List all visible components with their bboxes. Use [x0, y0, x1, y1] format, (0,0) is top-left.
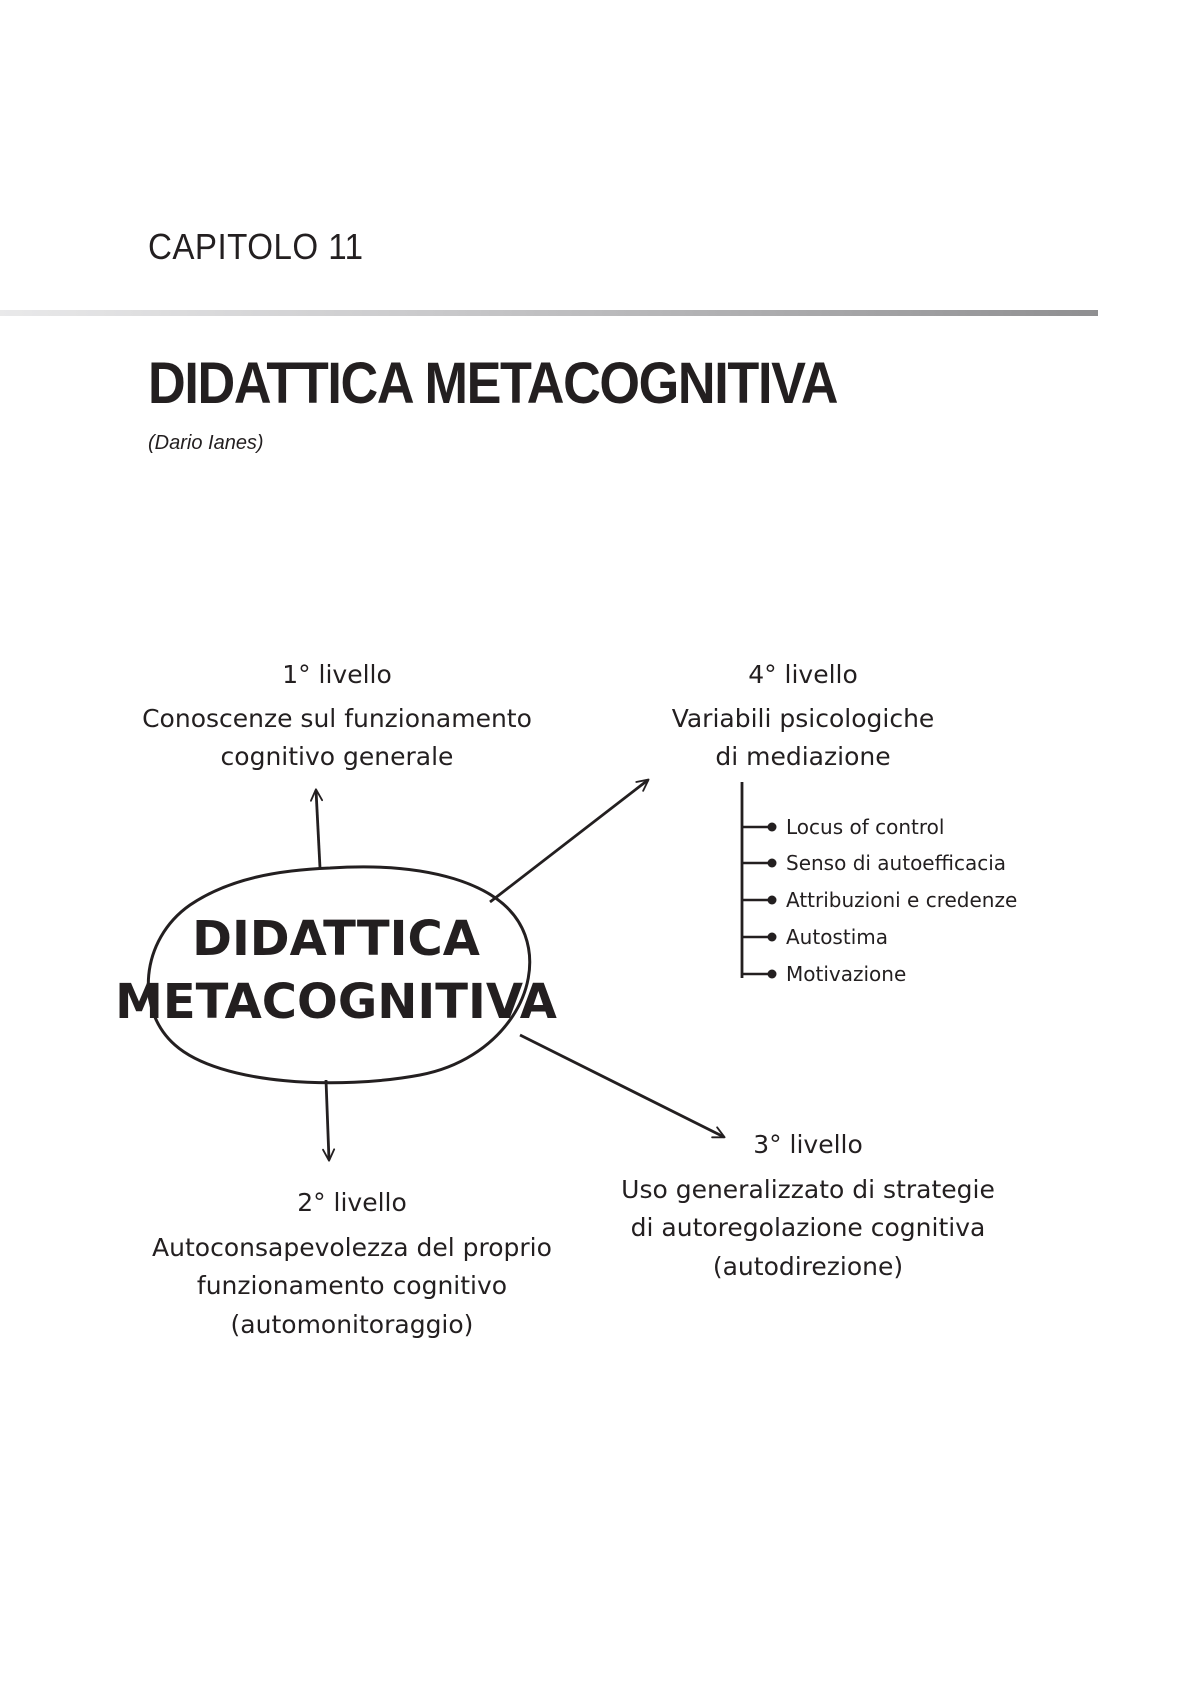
level2-text-line: funzionamento cognitivo — [196, 1271, 508, 1300]
arrow-to-level1 — [316, 790, 320, 868]
level2-text-line: (automonitoraggio) — [230, 1310, 474, 1339]
level4-heading: 4° livello — [748, 660, 858, 689]
level4-item: Autostima — [786, 925, 888, 949]
level3-text-line: Uso generalizzato di strategie — [621, 1175, 995, 1204]
level4-text-line: Variabili psicologiche — [671, 704, 935, 733]
level4-text-line: di mediazione — [715, 742, 891, 771]
level3-heading: 3° livello — [753, 1130, 863, 1159]
level4-item: Motivazione — [786, 962, 907, 986]
arrow-to-level2 — [326, 1080, 329, 1160]
level4-item: Locus of control — [786, 815, 945, 839]
chapter-label: CAPITOLO 11 — [148, 226, 364, 267]
center-label-line1: DIDATTICA — [192, 911, 480, 967]
arrow-to-level4 — [490, 780, 648, 902]
page-title: DIDATTICA METACOGNITIVA — [148, 351, 838, 416]
level4-item: Attribuzioni e credenze — [786, 888, 1018, 912]
level3-text-line: (autodirezione) — [712, 1252, 904, 1281]
author-credit: (Dario Ianes) — [148, 432, 264, 454]
level4-item: Senso di autoefficacia — [786, 851, 1007, 875]
level1-heading: 1° livello — [282, 660, 392, 689]
level2-heading: 2° livello — [297, 1188, 407, 1217]
level1-text-line: cognitivo generale — [220, 742, 454, 771]
arrow-to-level3 — [520, 1035, 724, 1137]
level4-item-bracket — [742, 782, 777, 979]
center-label-line2: METACOGNITIVA — [115, 974, 557, 1030]
level3-text-line: di autoregolazione cognitiva — [630, 1213, 986, 1242]
level1-text-line: Conoscenze sul funzionamento — [142, 704, 532, 733]
level2-text-line: Autoconsapevolezza del proprio — [152, 1233, 552, 1262]
